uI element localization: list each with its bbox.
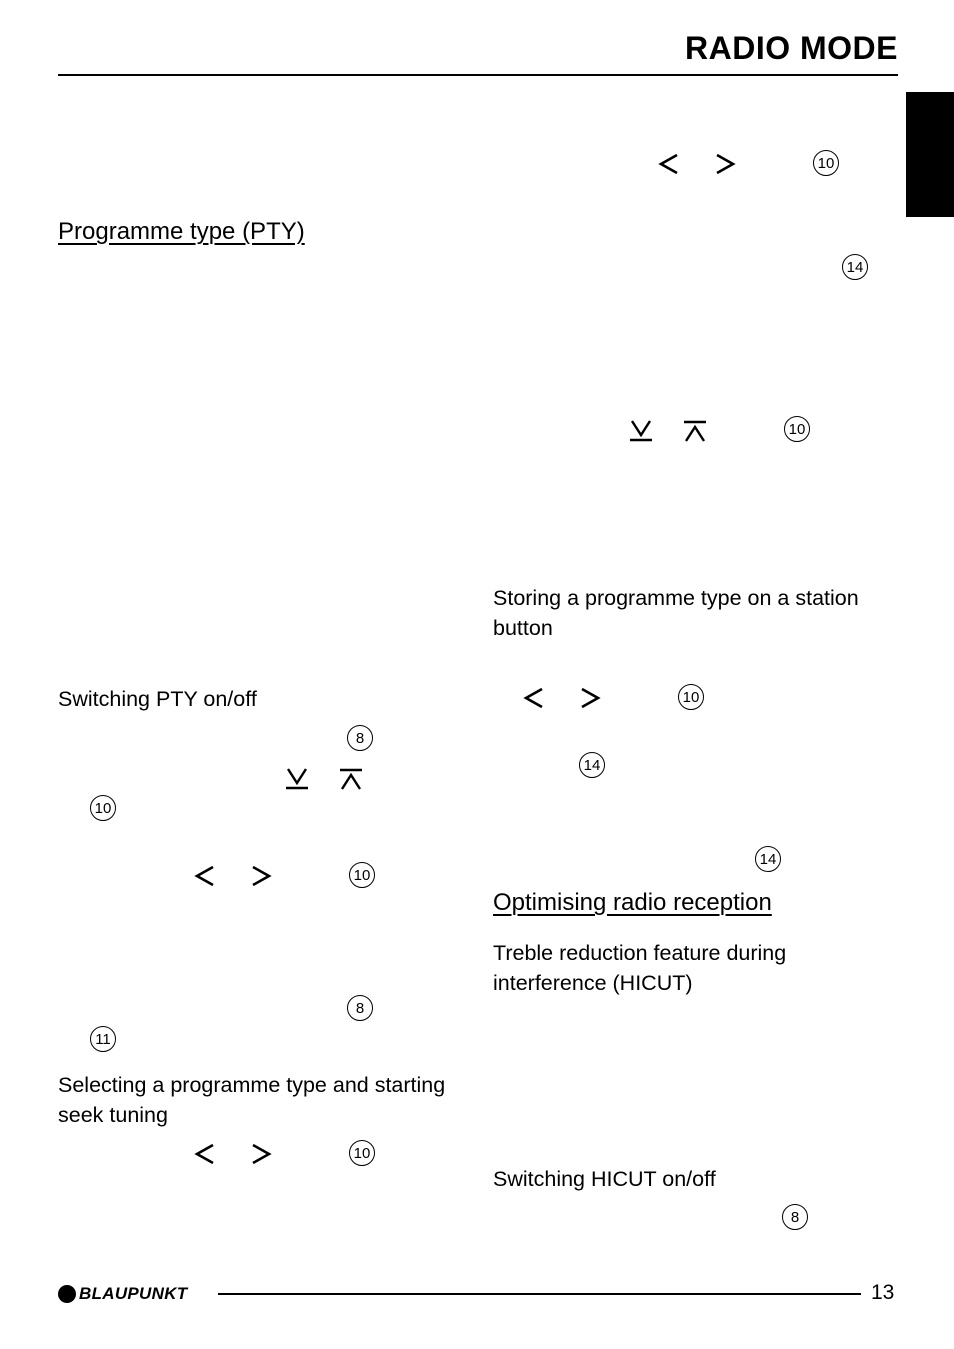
arrow-right-icon (578, 686, 602, 710)
ref-circle: 14 (842, 254, 868, 280)
arrow-right-icon (249, 864, 273, 888)
arrow-up-icon (339, 767, 363, 791)
arrow-down-icon (629, 419, 653, 443)
ref-circle: 10 (813, 150, 839, 176)
switching-pty-heading: Switching PTY on/off (58, 687, 257, 711)
arrow-right-icon (713, 152, 737, 176)
language-tab (906, 92, 954, 217)
arrow-left-icon (522, 686, 546, 710)
footer-rule (218, 1293, 861, 1295)
ref-circle: 8 (782, 1204, 808, 1230)
arrow-down-icon (285, 767, 309, 791)
arrow-left-icon (193, 864, 217, 888)
ref-circle: 10 (784, 416, 810, 442)
storing-pty-heading: Storing a programme type on a station button (493, 586, 859, 640)
selecting-pty-heading: Selecting a programme type and starting seek tuning (58, 1073, 446, 1127)
ref-circle: 10 (678, 684, 704, 710)
arrow-up-icon (683, 419, 707, 443)
page-number: 13 (871, 1281, 895, 1304)
brand-name: BLAUPUNKT (79, 1284, 188, 1303)
pty-heading: Programme type (PTY) (58, 218, 305, 245)
header-rule (58, 74, 898, 76)
treble-heading: Treble reduction feature during interference (HICUT) (493, 941, 787, 995)
optimising-heading: Optimising radio reception (493, 889, 772, 916)
ref-circle: 14 (579, 752, 605, 778)
arrow-right-icon (249, 1142, 273, 1166)
logo-dot-icon (58, 1285, 76, 1303)
arrow-left-icon (193, 1142, 217, 1166)
page-title: RADIO MODE (685, 30, 898, 66)
switching-hicut-heading: Switching HICUT on/off (493, 1167, 716, 1191)
ref-circle: 14 (755, 846, 781, 872)
ref-circle: 10 (349, 1140, 375, 1166)
brand-logo (58, 1283, 218, 1305)
arrow-left-icon (657, 152, 681, 176)
ref-circle: 8 (347, 995, 373, 1021)
ref-circle: 8 (347, 725, 373, 751)
ref-circle: 11 (90, 1026, 116, 1052)
ref-circle: 10 (349, 862, 375, 888)
ref-circle: 10 (90, 795, 116, 821)
